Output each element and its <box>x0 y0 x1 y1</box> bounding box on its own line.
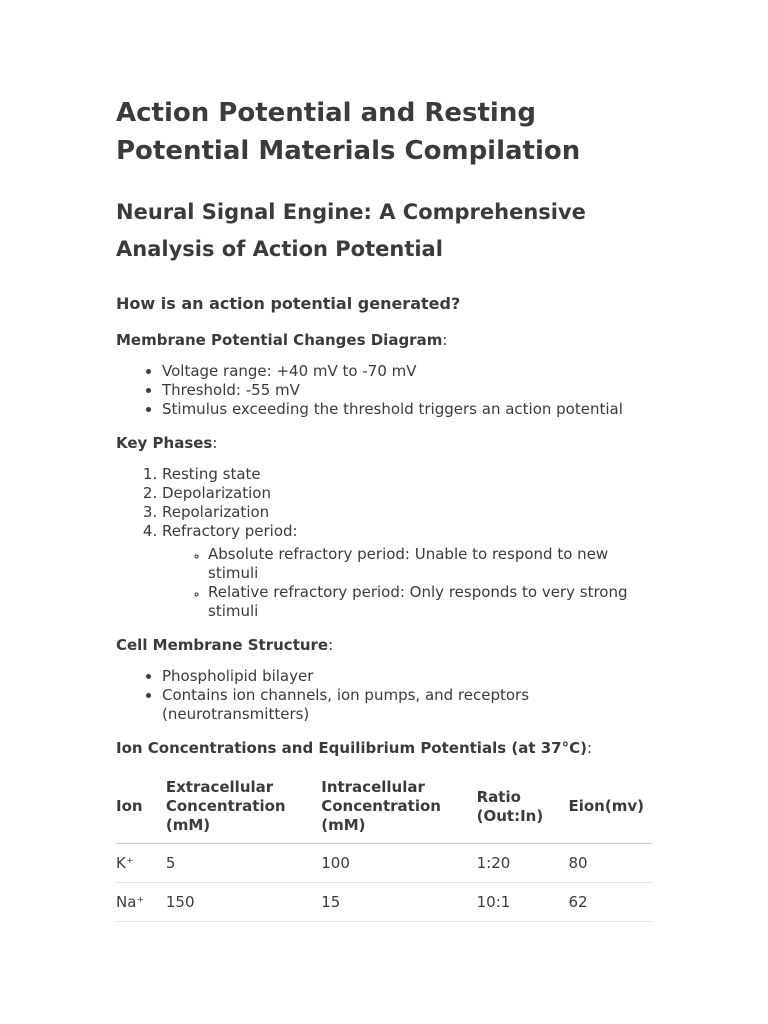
phases-numbered-list <box>116 465 656 621</box>
table-cell: K⁺ <box>116 844 166 883</box>
membrane-section-label <box>116 636 656 655</box>
table-header-row <box>116 776 652 844</box>
diagram-section-label <box>116 331 656 350</box>
table-cell: 5 <box>166 844 321 883</box>
ion-section-colon: : <box>586 739 593 757</box>
ion-concentration-table <box>116 776 652 922</box>
table-row <box>116 844 652 883</box>
table-cell: Na⁺ <box>116 883 166 922</box>
list-item-refractory <box>162 522 656 621</box>
ion-section-label <box>116 739 656 758</box>
list-item: • Stimulus exceeding the threshold triggers an action potential <box>162 400 656 419</box>
table-cell: 62 <box>568 883 652 922</box>
phases-section-colon: : <box>212 434 218 452</box>
table-cell: 15 <box>321 883 476 922</box>
list-item: 2. Depolarization <box>162 484 656 503</box>
diagram-bullet-list <box>116 362 656 419</box>
document-title: Action Potential and Resting Potential Materials Compilation <box>116 98 581 166</box>
column-header-ion: Ion <box>116 776 166 844</box>
list-item-label: Refractory period: <box>162 522 298 540</box>
membrane-bullet-list <box>116 667 656 724</box>
list-item: • Voltage range: +40 mV to -70 mV <box>162 362 656 381</box>
list-item: • Contains ion channels, ion pumps, and receptors (neurotransmitters) <box>162 686 656 724</box>
column-header-extracellular: Extracellular Concentration (mM) <box>166 776 321 844</box>
column-header-eion: Eion(mv) <box>568 776 652 844</box>
column-header-intracellular: Intracellular Concentration (mM) <box>321 776 476 844</box>
membrane-section-label-text: Cell Membrane Structure <box>116 636 329 654</box>
ion-section-label-text: Ion Concentrations and Equilibrium Potentials (at 37°C) <box>116 739 587 757</box>
table-cell: 10:1 <box>477 883 569 922</box>
table-row <box>116 883 652 922</box>
column-header-ratio: Ratio (Out:In) <box>477 776 569 844</box>
list-item: 3. Repolarization <box>162 503 656 522</box>
table-cell: 150 <box>166 883 321 922</box>
sub-list-item: ◦ Absolute refractory period: Unable to respond to new stimuli <box>208 545 656 583</box>
document-subtitle: Neural Signal Engine: A Comprehensive Analysis of Action Potential <box>116 200 586 261</box>
table-cell: 1:20 <box>477 844 569 883</box>
membrane-section-colon: : <box>328 636 334 654</box>
phases-section-label <box>116 434 656 453</box>
table-cell: 100 <box>321 844 476 883</box>
list-item: • Phospholipid bilayer <box>162 667 656 686</box>
refractory-sub-list <box>162 545 656 621</box>
section-question-heading: How is an action potential generated? <box>116 294 461 313</box>
diagram-section-label-text: Membrane Potential Changes Diagram <box>116 331 443 349</box>
list-item: 1. Resting state <box>162 465 656 484</box>
document-content <box>116 94 656 922</box>
table-cell: 80 <box>568 844 652 883</box>
sub-list-item: ◦ Relative refractory period: Only responds to very strong stimuli <box>208 583 656 621</box>
diagram-section-colon: : <box>442 331 448 349</box>
phases-section-label-text: Key Phases <box>116 434 213 452</box>
list-item: • Threshold: -55 mV <box>162 381 656 400</box>
